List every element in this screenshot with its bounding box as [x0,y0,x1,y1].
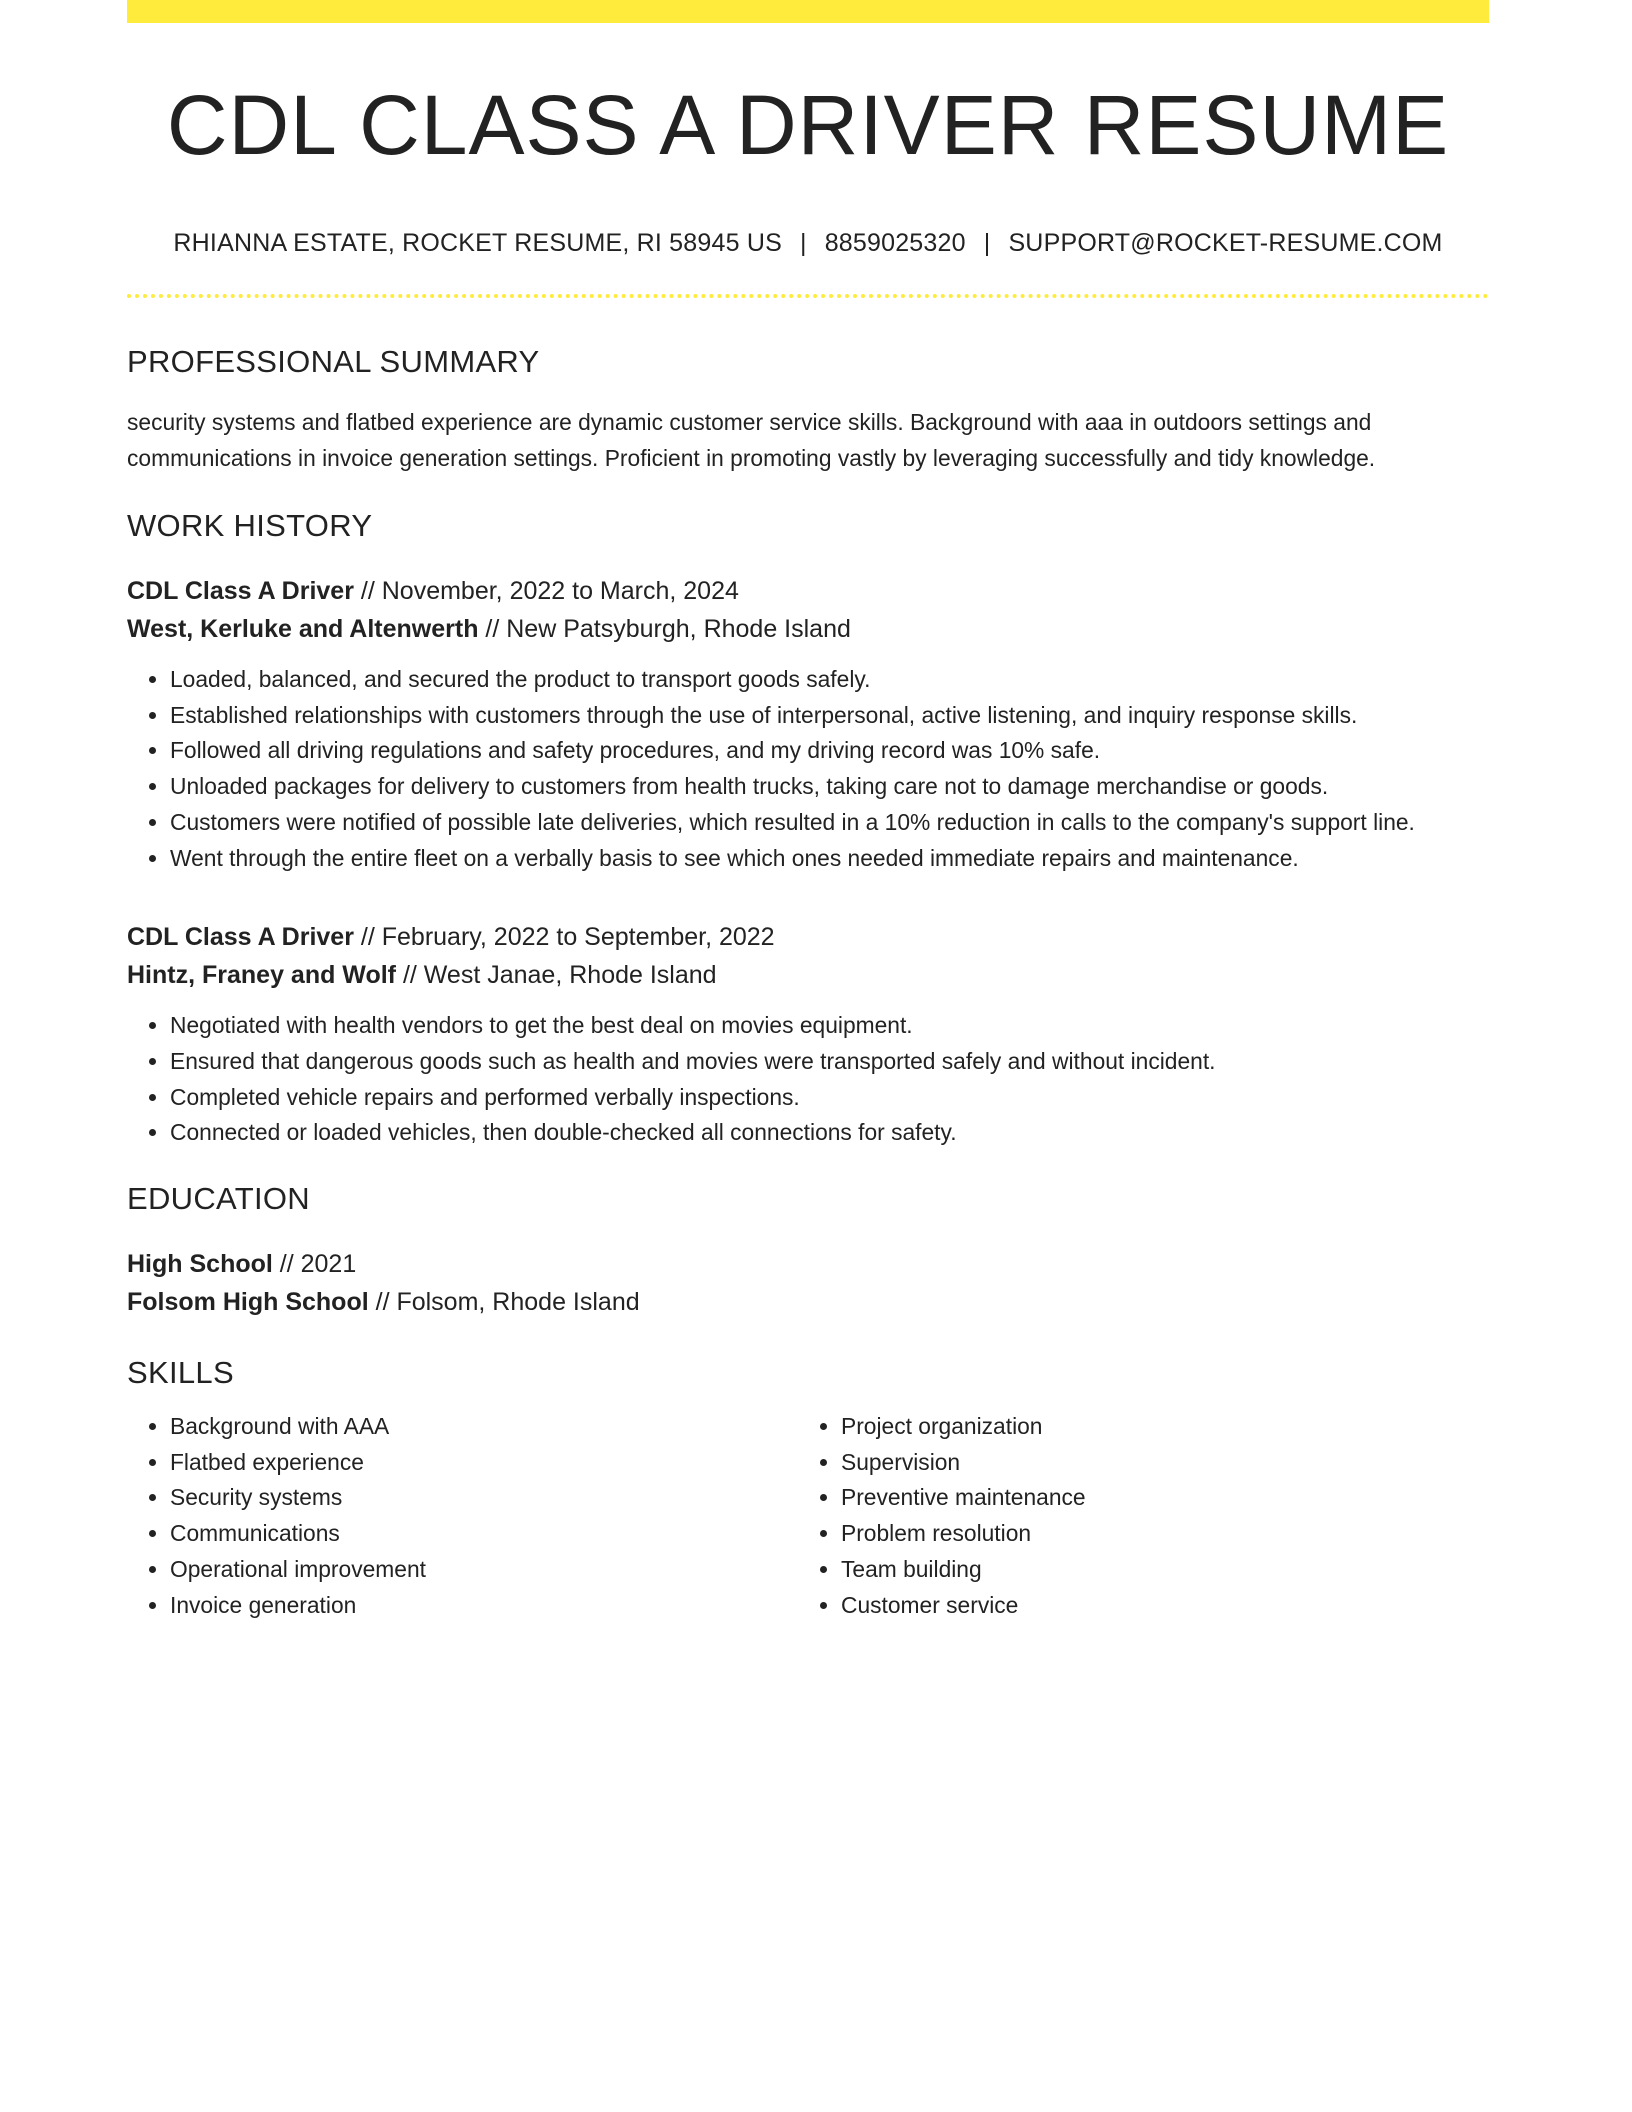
list-item: • Ensured that dangerous goods such as health and movies were transported safely and without incident. [170,1044,1489,1080]
education-degree: High School [127,1250,273,1279]
skills-grid [127,1409,1489,1623]
skills-list [798,1409,1469,1623]
resume-title: CDL CLASS A DRIVER RESUME [166,78,1450,172]
education-heading: EDUCATION [127,1181,310,1217]
skill-item: • Team building [841,1552,1469,1588]
job-dates: // November, 2022 to March, 2024 [353,577,739,605]
job-company-line [127,610,1489,648]
contact-phone: 8859025320 [824,229,966,257]
skill-item: • Communications [170,1516,798,1552]
list-item: • Established relationships with customers through the use of interpersonal, active listening, and inquiry response skills. [170,698,1489,734]
job-company: Hintz, Franey and Wolf [127,961,396,990]
work-history-heading: WORK HISTORY [127,508,373,543]
job-role: CDL Class A Driver [127,923,354,952]
education-degree-line [127,1245,1489,1283]
skills-column-right [798,1409,1469,1623]
skill-item: • Problem resolution [841,1516,1469,1552]
skill-item: • Invoice generation [170,1588,798,1624]
job-company: West, Kerluke and Altenwerth [127,615,479,643]
skill-item: • Supervision [841,1445,1469,1481]
job-entry [127,918,1489,1151]
skill-item: • Customer service [841,1588,1469,1624]
summary-heading: PROFESSIONAL SUMMARY [127,344,540,379]
contact-line [127,229,1489,258]
skill-item: • Background with AAA [170,1409,798,1445]
job-role-line [127,572,1489,610]
skill-item: • Preventive maintenance [841,1480,1469,1516]
job-entry [127,572,1489,876]
education-school: Folsom High School [127,1288,369,1317]
resume-page [127,0,1489,1623]
skill-item: • Flatbed experience [170,1445,798,1481]
contact-separator: | [983,229,991,257]
job-dates: // February, 2022 to September, 2022 [353,923,775,952]
education-school-line [127,1283,1489,1321]
list-item: • Connected or loaded vehicles, then double-checked all connections for safety. [170,1115,1489,1151]
job-duties-list [127,662,1489,876]
header-accent-bar [127,0,1489,23]
contact-email: SUPPORT@ROCKET-RESUME.COM [1008,229,1443,257]
summary-text: security systems and flatbed experience are dynamic customer service skills. Background with aaa in outdoors settings and communications in invoice generation settings. Proficient in promoting vastly by leveraging successfully and tidy knowledge. [127,409,1376,471]
list-item: • Completed vehicle repairs and performed verbally inspections. [170,1080,1489,1116]
skill-item: • Operational improvement [170,1552,798,1588]
job-role-line [127,918,1489,956]
education-entry [127,1245,1489,1321]
job-role: CDL Class A Driver [127,577,354,605]
contact-address: RHIANNA ESTATE, ROCKET RESUME, RI 58945 US [173,229,782,257]
job-duties-list [127,1008,1489,1151]
job-location: // West Janae, Rhode Island [396,961,717,990]
education-location: // Folsom, Rhode Island [368,1288,640,1317]
skills-list [127,1409,798,1623]
list-item: • Unloaded packages for delivery to customers from health trucks, taking care not to damage merchandise or goods. [170,769,1489,805]
skills-heading: SKILLS [127,1355,234,1391]
list-item: • Went through the entire fleet on a verbally basis to see which ones needed immediate repairs and maintenance. [170,841,1489,877]
job-company-line [127,956,1489,994]
header-divider [127,294,1489,298]
list-item: • Negotiated with health vendors to get the best deal on movies equipment. [170,1008,1489,1044]
job-location: // New Patsyburgh, Rhode Island [478,615,851,643]
list-item: • Loaded, balanced, and secured the product to transport goods safely. [170,662,1489,698]
contact-separator: | [799,229,807,257]
skill-item: • Security systems [170,1480,798,1516]
list-item: • Followed all driving regulations and safety procedures, and my driving record was 10% safe. [170,733,1489,769]
education-year: // 2021 [272,1250,357,1279]
skill-item: • Project organization [841,1409,1469,1445]
skills-column-left [127,1409,798,1623]
list-item: • Customers were notified of possible late deliveries, which resulted in a 10% reduction in calls to the company's support line. [170,805,1489,841]
